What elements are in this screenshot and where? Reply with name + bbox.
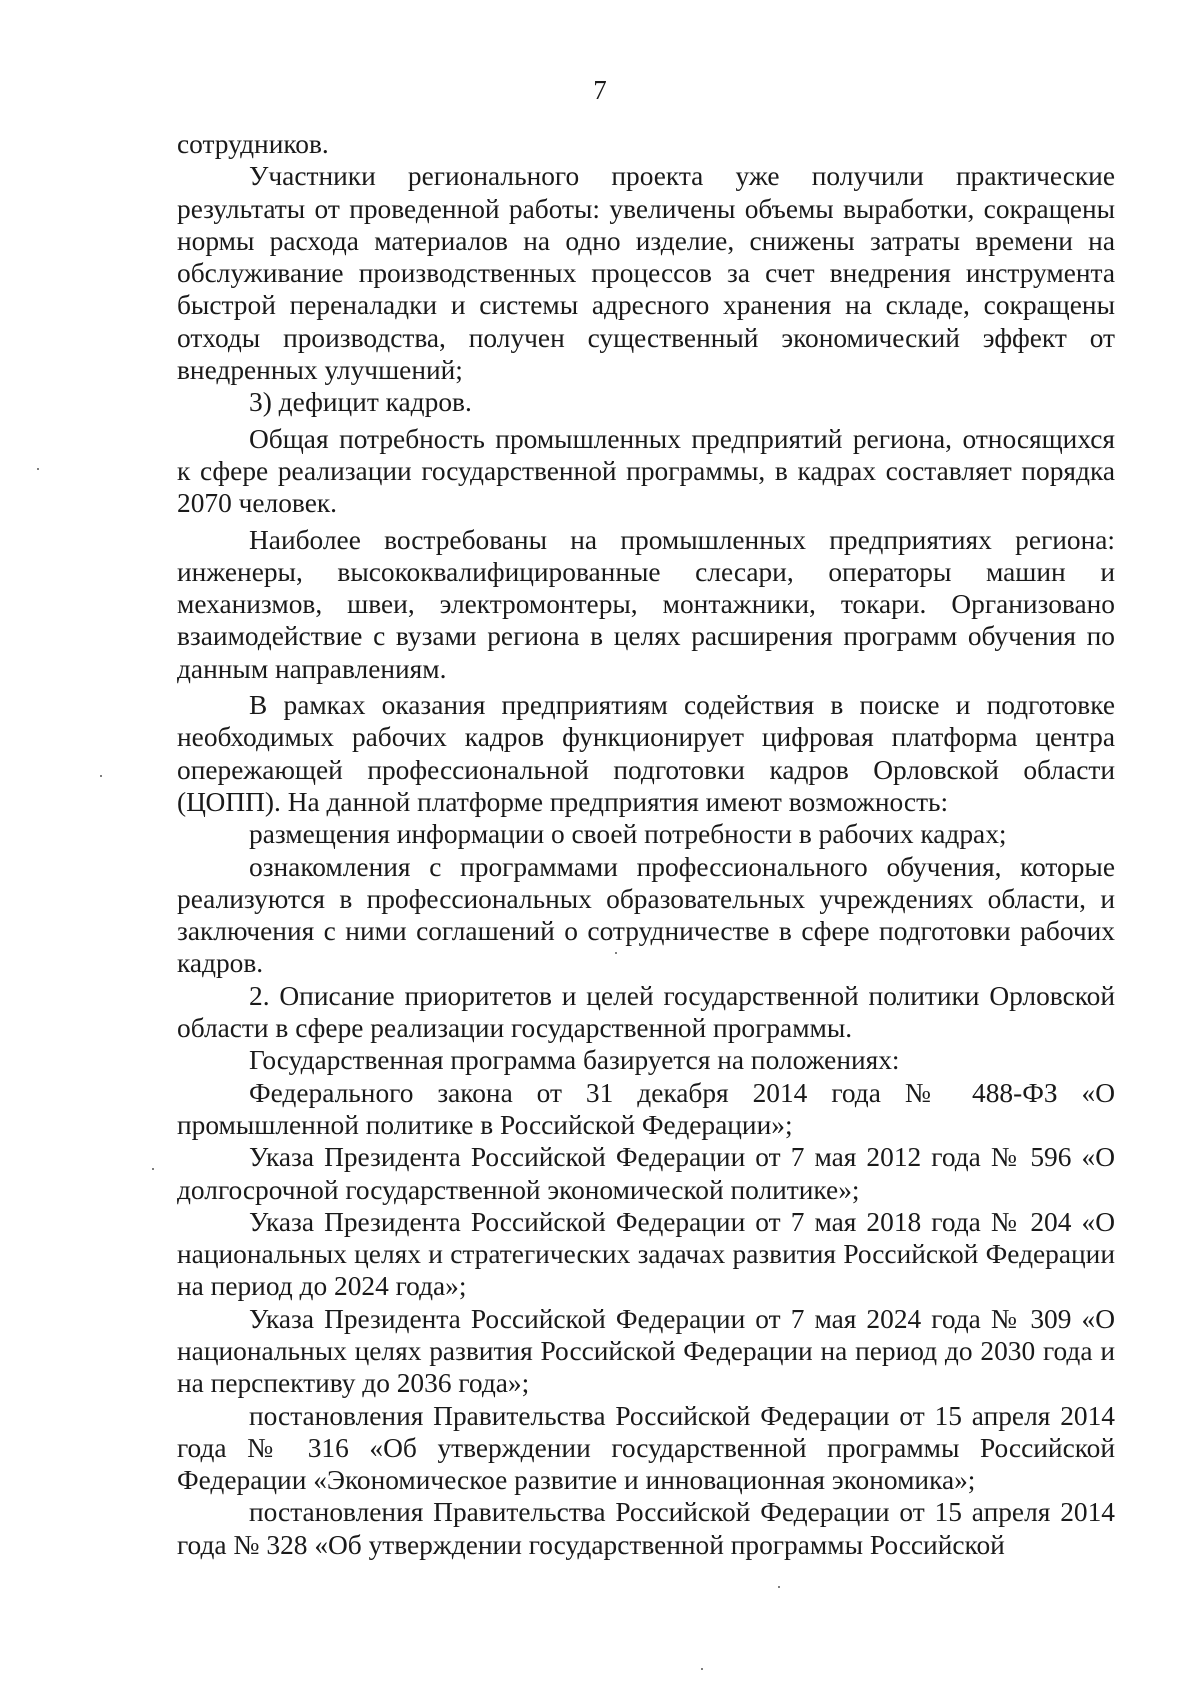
scan-speck [152, 1168, 154, 1170]
scan-speck [100, 775, 102, 777]
paragraph-continuation: сотрудников. [177, 129, 329, 159]
page-number: 7 [593, 75, 607, 105]
paragraph-digital-platform: В рамках оказания предприятиям содействия в поиске и подготовке необходимых рабочих кадров функционирует цифровая платформа центра опережающей профессиональной подготовки кадров Орловской области (ЦОПП). На данной платформе предприятия имеют возможность: [177, 690, 1115, 817]
scan-speck [701, 1668, 703, 1670]
paragraph-staff-demand: Общая потребность промышленных предприятий региона, относящихся к сфере реализации государственной программы, в кадрах составляет порядка 2070 человек. [177, 423, 1115, 519]
list-item-decree-2024: Указа Президента Российской Федерации от 7 мая 2024 года № 309 «О национальных целях развития Российской Федерации на период до 2030 года и на перспективу до 2036 года»; [177, 1303, 1115, 1399]
list-item-decree-2018: Указа Президента Российской Федерации от 7 мая 2018 года № 204 «О национальных целях и стратегических задачах развития Российской Федерации на период до 2024 года»; [177, 1206, 1115, 1302]
list-item-familiarization: ознакомления с программами профессионального обучения, которые реализуются в профессиональных образовательных учреждениях области, и заключения с ними соглашений о сотрудничестве в сфере подготовки рабочих кадров. [177, 851, 1115, 979]
scan-speck [37, 468, 39, 470]
paragraph-project-results: Участники регионального проекта уже получили практические результаты от проведенной работы: увеличены объемы выработки, сокращены нормы расхода материалов на одно изделие, снижены затраты времени на обслуживание производственных процессов за счет внедрения инструмента быстрой переналадки и системы адресного хранения на складе, сокращены отходы производства, получен существенный экономический эффект от внедренных улучшений; [177, 161, 1115, 386]
document-body [177, 128, 1115, 1561]
list-item-placement: размещения информации о своей потребности в рабочих кадрах; [249, 819, 1007, 850]
paragraph-staff-shortage-heading: 3) дефицит кадров. [249, 387, 472, 418]
section-heading-priorities: 2. Описание приоритетов и целей государственной политики Орловской области в сфере реализации государственной программы. [177, 980, 1115, 1044]
list-item-federal-law: Федерального закона от 31 декабря 2014 года № 488-ФЗ «О промышленной политике в Российской Федерации»; [177, 1077, 1115, 1140]
list-item-resolution-316: постановления Правительства Российской Федерации от 15 апреля 2014 года № 316 «Об утверждении государственной программы Российской Федерации «Экономическое развитие и инновационная экономика»; [177, 1400, 1115, 1496]
scan-speck [615, 952, 617, 954]
list-item-resolution-328: постановления Правительства Российской Федерации от 15 апреля 2014 года № 328 «Об утверждении государственной программы Российской [177, 1497, 1115, 1560]
list-item-decree-2012: Указа Президента Российской Федерации от 7 мая 2012 года № 596 «О долгосрочной государственной экономической политике»; [177, 1142, 1115, 1205]
scan-speck [778, 1586, 780, 1588]
paragraph-program-basis: Государственная программа базируется на положениях: [249, 1045, 900, 1076]
paragraph-in-demand-professions: Наиболее востребованы на промышленных предприятиях региона: инженеры, высококвалифицированные слесари, операторы машин и механизмов, швеи, электромонтеры, монтажники, токари. Организовано взаимодействие с вузами региона в целях расширения программ обучения по данным направлениям. [177, 524, 1115, 684]
